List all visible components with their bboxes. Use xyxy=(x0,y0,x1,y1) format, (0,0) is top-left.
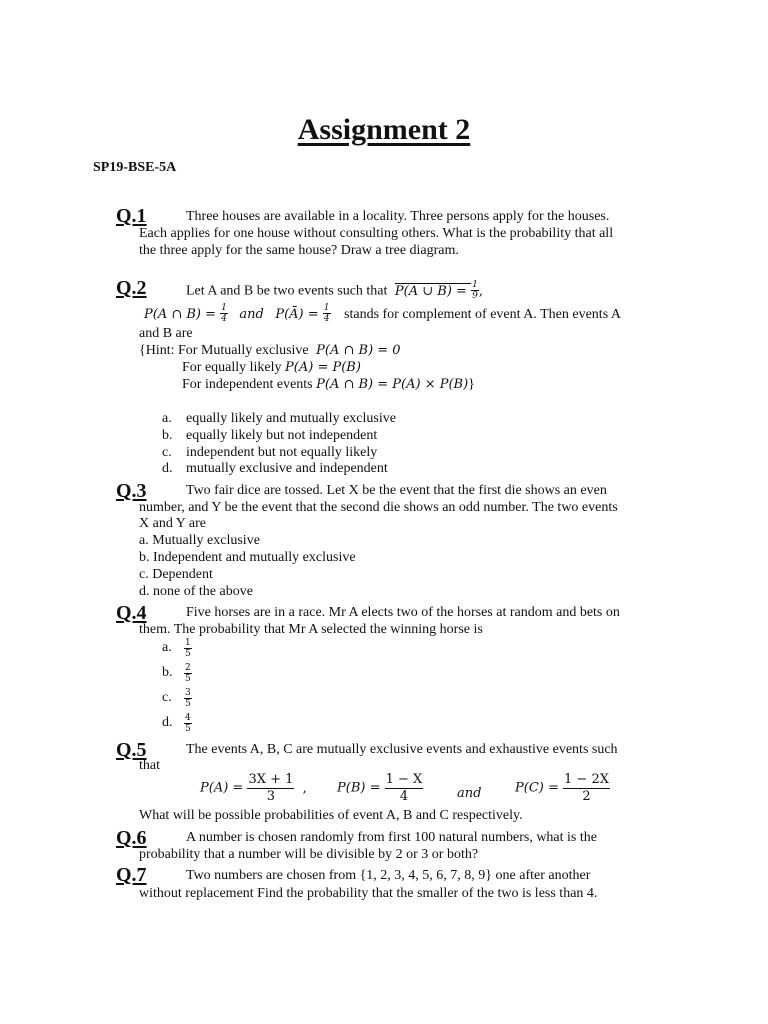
question-number: Q.2 xyxy=(116,277,147,299)
fraction: $\frac{3}{5}$ xyxy=(185,688,191,709)
question-number: Q.6 xyxy=(116,827,147,849)
fraction: $\frac{3X + 1}{3}$ xyxy=(248,772,294,804)
option-item: b. equally likely but not independent xyxy=(162,428,378,443)
fraction: $\frac{1}{4}$ xyxy=(323,303,330,324)
question-text: them. The probability that Mr A selected the winning horse is xyxy=(139,622,483,637)
course-code: SP19-BSE-5A xyxy=(93,160,177,175)
option-item: b. Independent and mutually exclusive xyxy=(139,550,356,565)
equation-intersection: P(A ∩ B) = $\frac{1}{4}$ xyxy=(144,303,227,324)
fraction: $\frac{1}{5}$ xyxy=(185,638,191,659)
question-text: Five horses are in a race. Mr A elects two of the horses at random and bets on xyxy=(186,605,620,620)
question-number: Q.3 xyxy=(116,480,147,502)
option-item: d. none of the above xyxy=(139,584,253,599)
equation-pb: P(B) = $\frac{1 - X}{4}$ xyxy=(337,772,423,804)
option-item: b. $\frac{2}{5}$ xyxy=(162,663,191,684)
question-text: Each applies for one house without consulting others. What is the probability that all xyxy=(139,226,614,241)
option-item: c. Dependent xyxy=(139,567,213,582)
question-text xyxy=(186,281,483,301)
fraction: $\frac{2}{5}$ xyxy=(185,663,191,684)
option-item: d. mutually exclusive and independent xyxy=(162,461,388,476)
fraction: $\frac{4}{5}$ xyxy=(185,713,191,734)
question-text: Three houses are available in a locality. Three persons apply for the houses. xyxy=(186,209,610,224)
fraction: $\frac{1}{4}$ xyxy=(221,303,227,324)
question-number: Q.1 xyxy=(116,205,147,227)
question-text: What will be possible probabilities of event A, B and C respectively. xyxy=(139,808,523,823)
fraction: $\frac{1 - X}{4}$ xyxy=(385,772,423,804)
question-text: A number is chosen randomly from first 100 natural numbers, what is the xyxy=(186,830,597,845)
question-text: Two numbers are chosen from {1, 2, 3, 4, 5, 6, 7, 8, 9} one after another xyxy=(186,868,591,883)
intro-text: Let A and B be two events such that xyxy=(186,283,388,299)
hint-line: {Hint: For Mutually exclusive P(A ∩ B) = 0 xyxy=(139,343,401,358)
equation-pa: P(A) = $\frac{3X + 1}{3}$ , xyxy=(200,772,307,804)
complement-text: stands for complement of event A. Then events A xyxy=(344,306,621,322)
equation-union: P(A ∪ B) = $\frac{1}{9}$ , xyxy=(394,280,483,301)
and-word: and xyxy=(457,786,482,801)
page-title: Assignment 2 xyxy=(297,113,471,146)
question-text xyxy=(144,304,621,324)
question-text: The events A, B, C are mutually exclusive events and exhaustive events such xyxy=(186,742,618,757)
fraction: $\frac{1 - 2X}{2}$ xyxy=(564,772,609,804)
option-item: a. Mutually exclusive xyxy=(139,533,260,548)
hint-line: For independent events P(A ∩ B) = P(A) × P(B)} xyxy=(182,377,475,392)
question-text: and B are xyxy=(139,326,193,341)
option-item: c. $\frac{3}{5}$ xyxy=(162,688,191,709)
question-number: Q.7 xyxy=(116,864,147,886)
equation-pc: P(C) = $\frac{1 - 2X}{2}$ xyxy=(515,772,609,804)
hint-line: For equally likely P(A) = P(B) xyxy=(182,360,361,375)
option-item: a. equally likely and mutually exclusive xyxy=(162,411,396,426)
question-number: Q.5 xyxy=(116,739,147,761)
question-text: number, and Y be the event that the second die shows an odd number. The two events xyxy=(139,500,618,515)
question-text: probability that a number will be divisible by 2 or 3 or both? xyxy=(139,847,479,862)
option-item: d. $\frac{4}{5}$ xyxy=(162,713,191,734)
and-word: and xyxy=(239,306,264,322)
option-item: a. $\frac{1}{5}$ xyxy=(162,638,191,659)
equation-complement: P(Ā) = $\frac{1}{4}$ xyxy=(275,303,330,324)
question-text: the three apply for the same house? Draw a tree diagram. xyxy=(139,243,459,258)
equation-lhs: P(A ∪ B) = xyxy=(394,283,472,299)
option-item: c. independent but not equally likely xyxy=(162,445,378,460)
question-text: without replacement Find the probability that the smaller of the two is less than 4. xyxy=(139,886,598,901)
question-text: that xyxy=(139,758,160,773)
question-text: X and Y are xyxy=(139,516,206,531)
fraction: $\frac{1}{9}$ xyxy=(472,280,478,301)
question-number: Q.4 xyxy=(116,602,147,624)
question-text: Two fair dice are tossed. Let X be the event that the first die shows an even xyxy=(186,483,607,498)
